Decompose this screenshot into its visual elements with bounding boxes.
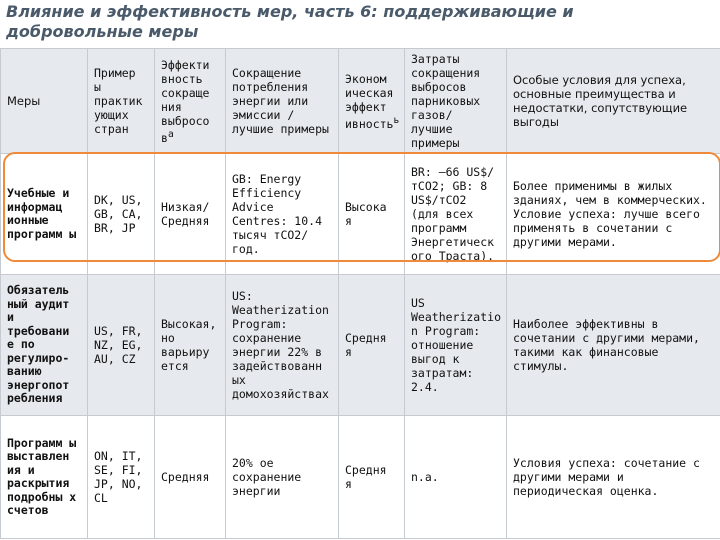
table-row	[1, 275, 720, 416]
row-reduction: US: Weatherization Program: сохранение энергии 22% в задействованн ых домохозяйствах	[226, 275, 339, 416]
table-header-row	[1, 49, 720, 154]
row-countries: ON, IT, SE, FI, JP, NO, CL	[88, 416, 155, 539]
row-measure: Обязатель ный аудит и требовани е по регулиро- ванию энергопот ребления	[1, 275, 88, 416]
row-efficiency: Высокая, но варьиру ется	[155, 275, 226, 416]
header-conditions: Особые условия для успеха, основные преимущества и недостатки, сопутствующие выгоды	[507, 49, 720, 154]
header-economic-footnote: ь	[393, 114, 400, 126]
row-economic: Средня я	[339, 416, 405, 539]
header-economic-text: Эконом ическая эффект ивность	[345, 71, 394, 131]
row-efficiency: Низкая/ Средняя	[155, 154, 226, 275]
header-efficiency-text: Эффекти вность сокраще ния выбросо в	[161, 57, 210, 145]
header-costs: Затраты сокращения выбросов парниковых газов/ лучшие примеры	[405, 49, 507, 154]
row-reduction: GB: Energy Efficiency Advice Centres: 10.4 тысяч тCO2/год.	[226, 154, 339, 275]
row-costs: US Weatherizatio n Program: отношение выгод к затратам: 2.4.	[405, 275, 507, 416]
row-countries: DK, US, GB, CA, BR, JP	[88, 154, 155, 275]
row-countries: US, FR, NZ, EG, AU, CZ	[88, 275, 155, 416]
row-costs: n.a.	[405, 416, 507, 539]
row-efficiency: Средняя	[155, 416, 226, 539]
header-efficiency	[155, 49, 226, 154]
header-measures: Меры	[1, 49, 88, 154]
table-row	[1, 416, 720, 539]
table-row	[1, 154, 720, 275]
row-conditions: Более применимы в жилых зданиях, чем в коммерческих. Условие успеха: лучше всего применять в сочетании с другими мерами.	[507, 154, 720, 275]
row-economic: Высока я	[339, 154, 405, 275]
measures-table	[0, 48, 720, 539]
row-measure: Учебные и информац ионные программ ы	[1, 154, 88, 275]
header-example-countries: Пример ы практик ующих стран	[88, 49, 155, 154]
row-measure: Программ ы выставлен ия и раскрытия подробны х счетов	[1, 416, 88, 539]
header-reduction: Сокращение потребления энергии или эмиссии / лучшие примеры	[226, 49, 339, 154]
row-reduction: 20% ое сохранение энергии	[226, 416, 339, 539]
header-economic	[339, 49, 405, 154]
row-conditions: Условия успеха: сочетание с другими мерами и периодическая оценка.	[507, 416, 720, 539]
row-costs: BR: –66 US$/тCO2; GB: 8 US$/тCO2 (для всех программ Энергетическ ого Траста).	[405, 154, 507, 275]
header-efficiency-footnote: а	[167, 128, 174, 140]
page-title: Влияние и эффективность мер, часть 6: поддерживающие и добровольные меры	[6, 2, 574, 41]
row-conditions: Наиболее эффективны в сочетании с другими мерами, такими как финансовые стимулы.	[507, 275, 720, 416]
row-economic: Средня я	[339, 275, 405, 416]
